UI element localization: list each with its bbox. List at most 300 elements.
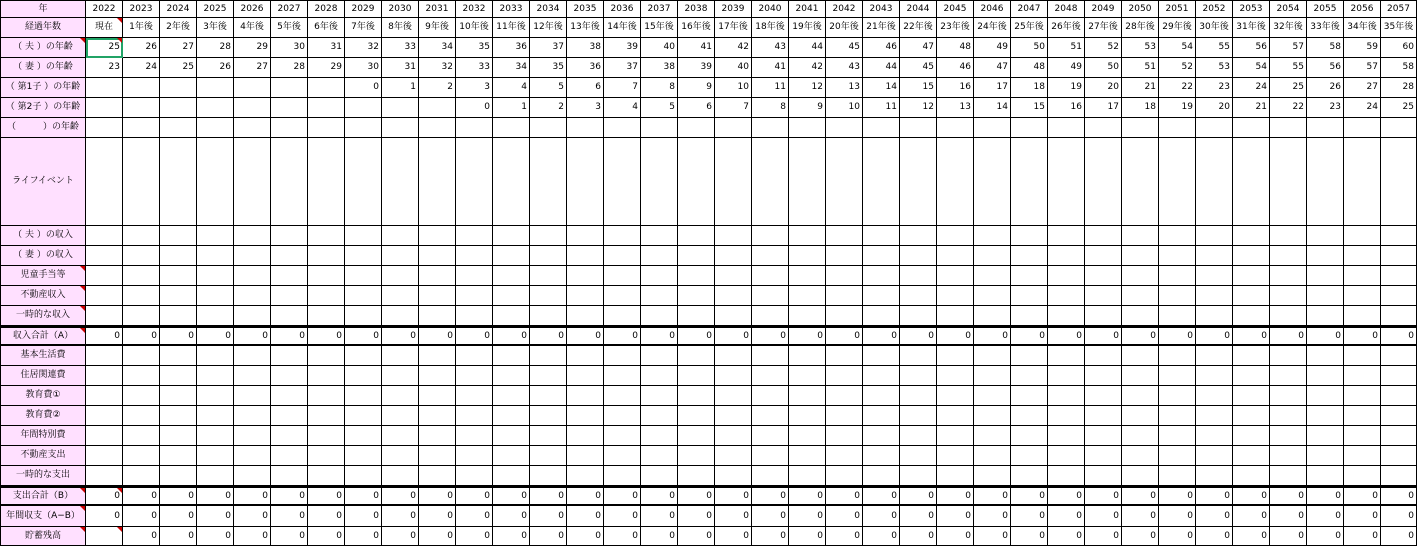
data-cell[interactable]: 12 bbox=[900, 98, 937, 118]
data-cell[interactable] bbox=[123, 226, 160, 246]
data-cell[interactable] bbox=[826, 446, 863, 466]
data-cell[interactable] bbox=[456, 406, 493, 426]
data-cell[interactable] bbox=[197, 118, 234, 138]
data-cell[interactable] bbox=[234, 346, 271, 366]
row-label[interactable] bbox=[0, 346, 86, 366]
data-cell[interactable] bbox=[1159, 466, 1196, 486]
data-cell[interactable]: 20 bbox=[1085, 78, 1122, 98]
data-cell[interactable] bbox=[1344, 286, 1381, 306]
header-cell[interactable]: 2044 bbox=[900, 0, 937, 18]
data-cell[interactable] bbox=[1307, 226, 1344, 246]
header-cell[interactable]: 2025 bbox=[197, 0, 234, 18]
data-cell[interactable] bbox=[1159, 346, 1196, 366]
data-cell[interactable] bbox=[1381, 406, 1417, 426]
header-cell[interactable]: 6年後 bbox=[308, 18, 345, 38]
data-cell[interactable] bbox=[752, 366, 789, 386]
data-cell[interactable] bbox=[345, 346, 382, 366]
data-cell[interactable] bbox=[937, 138, 974, 226]
data-cell[interactable]: 45 bbox=[826, 38, 863, 58]
data-cell[interactable] bbox=[900, 246, 937, 266]
data-cell[interactable]: 0 bbox=[86, 326, 123, 346]
data-cell[interactable] bbox=[419, 226, 456, 246]
header-cell[interactable]: 3年後 bbox=[197, 18, 234, 38]
data-cell[interactable] bbox=[1048, 226, 1085, 246]
data-cell[interactable]: 20 bbox=[1196, 98, 1233, 118]
data-cell[interactable]: 7 bbox=[715, 98, 752, 118]
data-cell[interactable] bbox=[937, 266, 974, 286]
data-cell[interactable] bbox=[234, 78, 271, 98]
data-cell[interactable] bbox=[752, 406, 789, 426]
data-cell[interactable] bbox=[530, 226, 567, 246]
data-cell[interactable] bbox=[752, 346, 789, 366]
data-cell[interactable]: 0 bbox=[863, 506, 900, 527]
data-cell[interactable] bbox=[678, 266, 715, 286]
header-cell[interactable]: 2041 bbox=[789, 0, 826, 18]
data-cell[interactable] bbox=[419, 406, 456, 426]
data-cell[interactable] bbox=[86, 246, 123, 266]
data-cell[interactable] bbox=[530, 386, 567, 406]
data-cell[interactable]: 25 bbox=[160, 58, 197, 78]
data-cell[interactable] bbox=[160, 98, 197, 118]
data-cell[interactable]: 15 bbox=[1011, 98, 1048, 118]
data-cell[interactable] bbox=[308, 138, 345, 226]
data-cell[interactable] bbox=[1233, 446, 1270, 466]
data-cell[interactable] bbox=[567, 346, 604, 366]
data-cell[interactable] bbox=[345, 446, 382, 466]
data-cell[interactable] bbox=[1307, 246, 1344, 266]
data-cell[interactable] bbox=[715, 346, 752, 366]
data-cell[interactable]: 0 bbox=[1381, 527, 1417, 546]
header-cell[interactable]: 2040 bbox=[752, 0, 789, 18]
data-cell[interactable] bbox=[1196, 246, 1233, 266]
data-cell[interactable] bbox=[382, 426, 419, 446]
data-cell[interactable]: 0 bbox=[1085, 527, 1122, 546]
data-cell[interactable]: 0 bbox=[1344, 326, 1381, 346]
data-cell[interactable] bbox=[937, 306, 974, 326]
header-cell[interactable]: 2054 bbox=[1270, 0, 1307, 18]
data-cell[interactable] bbox=[419, 98, 456, 118]
data-cell[interactable] bbox=[715, 286, 752, 306]
header-cell[interactable]: 2039 bbox=[715, 0, 752, 18]
data-cell[interactable] bbox=[1233, 366, 1270, 386]
data-cell[interactable] bbox=[1159, 246, 1196, 266]
data-cell[interactable] bbox=[1270, 246, 1307, 266]
header-cell[interactable]: 2028 bbox=[308, 0, 345, 18]
data-cell[interactable] bbox=[789, 226, 826, 246]
data-cell[interactable] bbox=[974, 246, 1011, 266]
row-label[interactable] bbox=[0, 246, 86, 266]
row-label[interactable] bbox=[0, 446, 86, 466]
data-cell[interactable] bbox=[937, 366, 974, 386]
data-cell[interactable]: 0 bbox=[345, 326, 382, 346]
data-cell[interactable]: 0 bbox=[197, 506, 234, 527]
data-cell[interactable] bbox=[493, 446, 530, 466]
data-cell[interactable]: 0 bbox=[1233, 506, 1270, 527]
data-cell[interactable]: 6 bbox=[567, 78, 604, 98]
data-cell[interactable] bbox=[715, 446, 752, 466]
header-cell[interactable]: 14年後 bbox=[604, 18, 641, 38]
data-cell[interactable] bbox=[308, 426, 345, 446]
data-cell[interactable] bbox=[974, 306, 1011, 326]
data-cell[interactable]: 0 bbox=[493, 527, 530, 546]
data-cell[interactable] bbox=[1233, 466, 1270, 486]
data-cell[interactable] bbox=[197, 426, 234, 446]
data-cell[interactable]: 0 bbox=[937, 506, 974, 527]
data-cell[interactable]: 0 bbox=[604, 486, 641, 506]
data-cell[interactable] bbox=[530, 346, 567, 366]
data-cell[interactable] bbox=[1085, 346, 1122, 366]
data-cell[interactable]: 11 bbox=[863, 98, 900, 118]
data-cell[interactable]: 0 bbox=[567, 506, 604, 527]
selected-cell[interactable]: 25 bbox=[86, 38, 123, 58]
data-cell[interactable]: 0 bbox=[345, 506, 382, 527]
data-cell[interactable] bbox=[826, 306, 863, 326]
data-cell[interactable]: 0 bbox=[937, 486, 974, 506]
data-cell[interactable] bbox=[900, 366, 937, 386]
data-cell[interactable]: 27 bbox=[1344, 78, 1381, 98]
data-cell[interactable] bbox=[493, 138, 530, 226]
data-cell[interactable]: 48 bbox=[1011, 58, 1048, 78]
data-cell[interactable] bbox=[715, 386, 752, 406]
data-cell[interactable]: 37 bbox=[530, 38, 567, 58]
data-cell[interactable]: 26 bbox=[197, 58, 234, 78]
data-cell[interactable] bbox=[641, 226, 678, 246]
data-cell[interactable]: 46 bbox=[937, 58, 974, 78]
data-cell[interactable] bbox=[641, 266, 678, 286]
header-cell[interactable]: 27年後 bbox=[1085, 18, 1122, 38]
data-cell[interactable]: 0 bbox=[863, 326, 900, 346]
data-cell[interactable] bbox=[160, 138, 197, 226]
data-cell[interactable] bbox=[641, 118, 678, 138]
data-cell[interactable] bbox=[1196, 386, 1233, 406]
data-cell[interactable]: 18 bbox=[1011, 78, 1048, 98]
data-cell[interactable] bbox=[1381, 306, 1417, 326]
data-cell[interactable] bbox=[382, 306, 419, 326]
data-cell[interactable] bbox=[567, 366, 604, 386]
data-cell[interactable] bbox=[1122, 446, 1159, 466]
data-cell[interactable] bbox=[641, 138, 678, 226]
data-cell[interactable]: 0 bbox=[715, 506, 752, 527]
data-cell[interactable]: 34 bbox=[493, 58, 530, 78]
data-cell[interactable] bbox=[1344, 466, 1381, 486]
data-cell[interactable] bbox=[1381, 426, 1417, 446]
data-cell[interactable] bbox=[974, 346, 1011, 366]
data-cell[interactable] bbox=[345, 406, 382, 426]
data-cell[interactable] bbox=[493, 246, 530, 266]
data-cell[interactable] bbox=[123, 118, 160, 138]
data-cell[interactable]: 0 bbox=[419, 326, 456, 346]
data-cell[interactable]: 0 bbox=[308, 506, 345, 527]
data-cell[interactable]: 40 bbox=[641, 38, 678, 58]
header-cell[interactable]: 28年後 bbox=[1122, 18, 1159, 38]
data-cell[interactable]: 0 bbox=[123, 326, 160, 346]
data-cell[interactable]: 51 bbox=[1122, 58, 1159, 78]
header-cell[interactable]: 2033 bbox=[493, 0, 530, 18]
data-cell[interactable]: 0 bbox=[1233, 486, 1270, 506]
data-cell[interactable]: 42 bbox=[789, 58, 826, 78]
data-cell[interactable] bbox=[1196, 118, 1233, 138]
data-cell[interactable] bbox=[86, 118, 123, 138]
data-cell[interactable] bbox=[1122, 466, 1159, 486]
data-cell[interactable] bbox=[308, 78, 345, 98]
data-cell[interactable]: 30 bbox=[271, 38, 308, 58]
data-cell[interactable] bbox=[567, 118, 604, 138]
data-cell[interactable] bbox=[345, 118, 382, 138]
data-cell[interactable] bbox=[1344, 226, 1381, 246]
data-cell[interactable] bbox=[715, 266, 752, 286]
data-cell[interactable] bbox=[345, 386, 382, 406]
data-cell[interactable] bbox=[345, 98, 382, 118]
data-cell[interactable] bbox=[1159, 446, 1196, 466]
data-cell[interactable]: 0 bbox=[1196, 527, 1233, 546]
data-cell[interactable]: 0 bbox=[789, 527, 826, 546]
data-cell[interactable]: 29 bbox=[308, 58, 345, 78]
row-label[interactable] bbox=[0, 226, 86, 246]
data-cell[interactable]: 0 bbox=[1307, 527, 1344, 546]
data-cell[interactable] bbox=[1344, 346, 1381, 366]
data-cell[interactable]: 0 bbox=[1270, 527, 1307, 546]
data-cell[interactable] bbox=[308, 306, 345, 326]
data-cell[interactable] bbox=[789, 386, 826, 406]
data-cell[interactable] bbox=[789, 426, 826, 446]
data-cell[interactable] bbox=[160, 266, 197, 286]
data-cell[interactable] bbox=[1048, 246, 1085, 266]
data-cell[interactable]: 0 bbox=[1159, 527, 1196, 546]
row-label[interactable] bbox=[0, 466, 86, 486]
data-cell[interactable] bbox=[1011, 386, 1048, 406]
data-cell[interactable] bbox=[382, 446, 419, 466]
data-cell[interactable] bbox=[1196, 286, 1233, 306]
data-cell[interactable] bbox=[715, 406, 752, 426]
data-cell[interactable] bbox=[1270, 466, 1307, 486]
data-cell[interactable]: 60 bbox=[1381, 38, 1417, 58]
data-cell[interactable] bbox=[900, 346, 937, 366]
data-cell[interactable] bbox=[123, 98, 160, 118]
data-cell[interactable] bbox=[974, 466, 1011, 486]
data-cell[interactable] bbox=[1307, 466, 1344, 486]
data-cell[interactable] bbox=[345, 226, 382, 246]
data-cell[interactable]: 47 bbox=[900, 38, 937, 58]
data-cell[interactable]: 0 bbox=[382, 527, 419, 546]
data-cell[interactable] bbox=[86, 426, 123, 446]
data-cell[interactable] bbox=[419, 266, 456, 286]
data-cell[interactable] bbox=[1085, 366, 1122, 386]
data-cell[interactable] bbox=[382, 366, 419, 386]
data-cell[interactable] bbox=[900, 466, 937, 486]
data-cell[interactable] bbox=[234, 466, 271, 486]
row-label[interactable] bbox=[0, 286, 86, 306]
data-cell[interactable] bbox=[1159, 386, 1196, 406]
data-cell[interactable] bbox=[456, 446, 493, 466]
data-cell[interactable]: 0 bbox=[752, 486, 789, 506]
header-cell[interactable]: 2048 bbox=[1048, 0, 1085, 18]
data-cell[interactable]: 0 bbox=[715, 527, 752, 546]
data-cell[interactable] bbox=[234, 118, 271, 138]
data-cell[interactable]: 17 bbox=[974, 78, 1011, 98]
data-cell[interactable] bbox=[1085, 266, 1122, 286]
data-cell[interactable] bbox=[345, 466, 382, 486]
data-cell[interactable] bbox=[1270, 406, 1307, 426]
data-cell[interactable] bbox=[863, 266, 900, 286]
data-cell[interactable] bbox=[1122, 426, 1159, 446]
header-cell[interactable]: 12年後 bbox=[530, 18, 567, 38]
data-cell[interactable]: 0 bbox=[308, 326, 345, 346]
data-cell[interactable] bbox=[826, 266, 863, 286]
header-cell[interactable]: 34年後 bbox=[1344, 18, 1381, 38]
data-cell[interactable] bbox=[863, 118, 900, 138]
data-cell[interactable] bbox=[567, 466, 604, 486]
data-cell[interactable] bbox=[530, 266, 567, 286]
data-cell[interactable]: 0 bbox=[1307, 326, 1344, 346]
data-cell[interactable]: 0 bbox=[789, 326, 826, 346]
data-cell[interactable] bbox=[419, 366, 456, 386]
data-cell[interactable] bbox=[826, 406, 863, 426]
data-cell[interactable]: 0 bbox=[234, 506, 271, 527]
data-cell[interactable]: 24 bbox=[1344, 98, 1381, 118]
data-cell[interactable] bbox=[752, 426, 789, 446]
header-cell[interactable]: 2036 bbox=[604, 0, 641, 18]
data-cell[interactable] bbox=[678, 386, 715, 406]
data-cell[interactable] bbox=[1307, 386, 1344, 406]
data-cell[interactable]: 0 bbox=[1344, 506, 1381, 527]
data-cell[interactable] bbox=[1381, 226, 1417, 246]
data-cell[interactable]: 54 bbox=[1159, 38, 1196, 58]
header-cell[interactable]: 1年後 bbox=[123, 18, 160, 38]
data-cell[interactable]: 0 bbox=[197, 486, 234, 506]
data-cell[interactable] bbox=[456, 306, 493, 326]
row-label[interactable] bbox=[0, 326, 86, 346]
data-cell[interactable] bbox=[1085, 226, 1122, 246]
header-cell[interactable]: 17年後 bbox=[715, 18, 752, 38]
data-cell[interactable] bbox=[382, 346, 419, 366]
data-cell[interactable] bbox=[345, 246, 382, 266]
data-cell[interactable] bbox=[234, 286, 271, 306]
data-cell[interactable] bbox=[1196, 406, 1233, 426]
data-cell[interactable] bbox=[1011, 138, 1048, 226]
data-cell[interactable] bbox=[530, 446, 567, 466]
data-cell[interactable]: 1 bbox=[493, 98, 530, 118]
data-cell[interactable] bbox=[271, 406, 308, 426]
data-cell[interactable] bbox=[974, 286, 1011, 306]
data-cell[interactable] bbox=[567, 246, 604, 266]
data-cell[interactable] bbox=[1048, 286, 1085, 306]
data-cell[interactable] bbox=[345, 426, 382, 446]
data-cell[interactable] bbox=[789, 246, 826, 266]
data-cell[interactable]: 0 bbox=[456, 527, 493, 546]
data-cell[interactable] bbox=[1011, 406, 1048, 426]
data-cell[interactable] bbox=[863, 426, 900, 446]
data-cell[interactable]: 0 bbox=[641, 506, 678, 527]
data-cell[interactable]: 26 bbox=[123, 38, 160, 58]
data-cell[interactable]: 0 bbox=[1233, 326, 1270, 346]
data-cell[interactable] bbox=[1085, 446, 1122, 466]
data-cell[interactable] bbox=[604, 246, 641, 266]
data-cell[interactable]: 32 bbox=[345, 38, 382, 58]
data-cell[interactable] bbox=[1381, 286, 1417, 306]
data-cell[interactable]: 0 bbox=[382, 486, 419, 506]
data-cell[interactable]: 59 bbox=[1344, 38, 1381, 58]
data-cell[interactable] bbox=[1307, 406, 1344, 426]
data-cell[interactable] bbox=[1233, 346, 1270, 366]
data-cell[interactable] bbox=[160, 246, 197, 266]
data-cell[interactable] bbox=[419, 306, 456, 326]
data-cell[interactable] bbox=[1048, 406, 1085, 426]
data-cell[interactable] bbox=[937, 446, 974, 466]
data-cell[interactable]: 35 bbox=[530, 58, 567, 78]
header-cell[interactable]: 11年後 bbox=[493, 18, 530, 38]
data-cell[interactable] bbox=[419, 386, 456, 406]
header-cell[interactable]: 2024 bbox=[160, 0, 197, 18]
header-cell[interactable]: 9年後 bbox=[419, 18, 456, 38]
data-cell[interactable]: 0 bbox=[715, 486, 752, 506]
data-cell[interactable]: 58 bbox=[1307, 38, 1344, 58]
data-cell[interactable]: 0 bbox=[567, 486, 604, 506]
data-cell[interactable]: 0 bbox=[419, 527, 456, 546]
data-cell[interactable] bbox=[530, 466, 567, 486]
data-cell[interactable] bbox=[641, 426, 678, 446]
data-cell[interactable] bbox=[456, 286, 493, 306]
data-cell[interactable]: 10 bbox=[715, 78, 752, 98]
data-cell[interactable]: 0 bbox=[1048, 486, 1085, 506]
data-cell[interactable] bbox=[604, 346, 641, 366]
data-cell[interactable]: 0 bbox=[900, 506, 937, 527]
data-cell[interactable] bbox=[308, 266, 345, 286]
data-cell[interactable] bbox=[1381, 366, 1417, 386]
data-cell[interactable] bbox=[493, 266, 530, 286]
data-cell[interactable]: 0 bbox=[123, 506, 160, 527]
data-cell[interactable] bbox=[160, 366, 197, 386]
data-cell[interactable] bbox=[752, 386, 789, 406]
data-cell[interactable] bbox=[197, 266, 234, 286]
data-cell[interactable]: 40 bbox=[715, 58, 752, 78]
data-cell[interactable]: 0 bbox=[123, 527, 160, 546]
data-cell[interactable] bbox=[123, 306, 160, 326]
data-cell[interactable]: 0 bbox=[789, 506, 826, 527]
data-cell[interactable]: 55 bbox=[1196, 38, 1233, 58]
data-cell[interactable]: 0 bbox=[1270, 506, 1307, 527]
data-cell[interactable] bbox=[1011, 466, 1048, 486]
data-cell[interactable]: 0 bbox=[678, 527, 715, 546]
header-label[interactable] bbox=[0, 0, 86, 18]
row-label[interactable] bbox=[0, 386, 86, 406]
data-cell[interactable]: 0 bbox=[160, 527, 197, 546]
data-cell[interactable] bbox=[1307, 286, 1344, 306]
data-cell[interactable] bbox=[456, 138, 493, 226]
header-cell[interactable]: 16年後 bbox=[678, 18, 715, 38]
data-cell[interactable] bbox=[604, 118, 641, 138]
data-cell[interactable] bbox=[826, 386, 863, 406]
data-cell[interactable] bbox=[567, 266, 604, 286]
data-cell[interactable] bbox=[1233, 286, 1270, 306]
data-cell[interactable] bbox=[1307, 426, 1344, 446]
data-cell[interactable] bbox=[86, 266, 123, 286]
data-cell[interactable]: 50 bbox=[1011, 38, 1048, 58]
data-cell[interactable]: 0 bbox=[345, 486, 382, 506]
data-cell[interactable]: 39 bbox=[604, 38, 641, 58]
data-cell[interactable]: 0 bbox=[1196, 486, 1233, 506]
data-cell[interactable] bbox=[271, 246, 308, 266]
data-cell[interactable]: 41 bbox=[678, 38, 715, 58]
data-cell[interactable]: 36 bbox=[493, 38, 530, 58]
data-cell[interactable]: 9 bbox=[789, 98, 826, 118]
data-cell[interactable]: 0 bbox=[826, 326, 863, 346]
data-cell[interactable]: 7 bbox=[604, 78, 641, 98]
header-cell[interactable]: 2050 bbox=[1122, 0, 1159, 18]
header-cell[interactable]: 13年後 bbox=[567, 18, 604, 38]
data-cell[interactable]: 57 bbox=[1270, 38, 1307, 58]
data-cell[interactable] bbox=[197, 346, 234, 366]
data-cell[interactable] bbox=[900, 266, 937, 286]
